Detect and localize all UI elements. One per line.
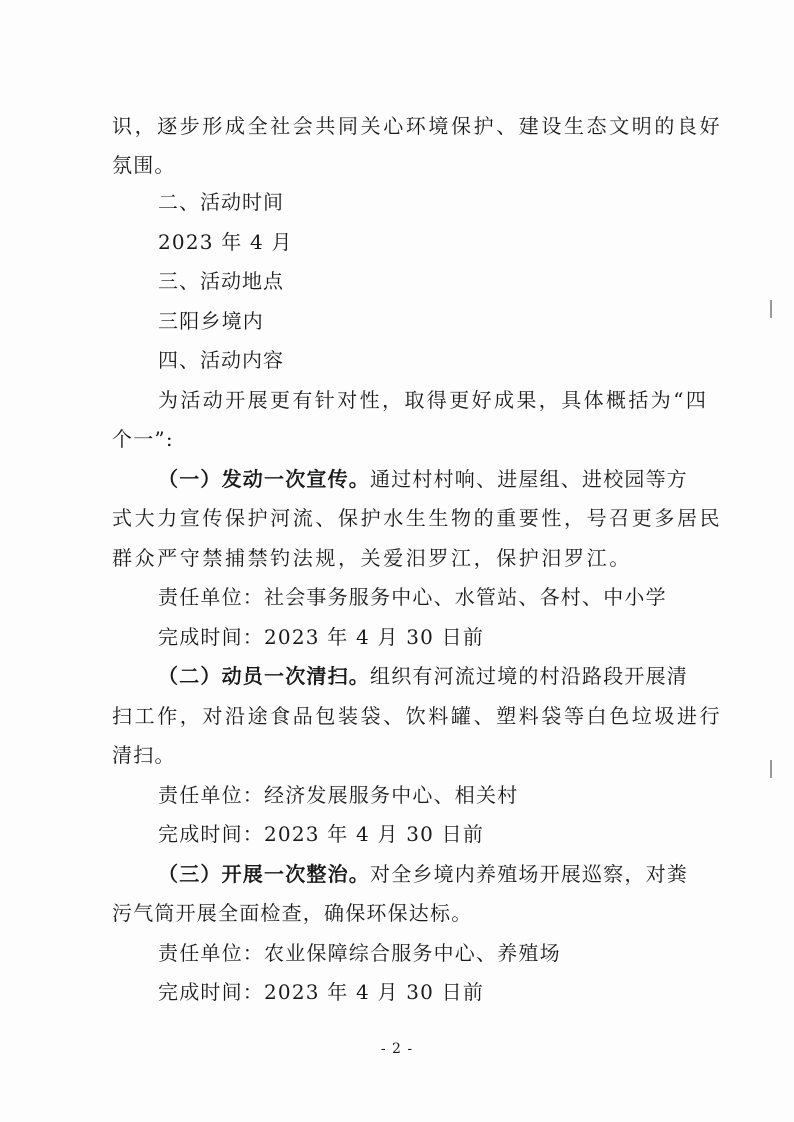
item-2-text: 组织有河流过境的村沿路段开展清 (370, 664, 688, 688)
scan-edge-mark (770, 300, 772, 318)
paragraph-line: 扫工作，对沿途食品包装袋、饮料罐、塑料袋等白色垃圾进行 (112, 704, 723, 728)
paragraph-line: 个一”: (112, 427, 174, 451)
activity-time: 2023 年 4 月 (158, 230, 293, 254)
paragraph-line: 群众严守禁捕禁钓法规，关爱汨罗江，保护汨罗江。 (112, 546, 632, 570)
item-3-title: （三）开展一次整治。 (158, 862, 370, 886)
section-heading-place: 三、活动地点 (158, 269, 284, 293)
item-3-text: 对全乡境内养殖场开展巡察，对粪 (370, 862, 688, 886)
item-3-deadline: 完成时间：2023 年 4 月 30 日前 (158, 980, 485, 1004)
item-1-deadline: 完成时间：2023 年 4 月 30 日前 (158, 625, 485, 649)
scan-edge-mark (770, 760, 772, 778)
paragraph-line: 氛围。 (112, 153, 176, 177)
item-1-line (158, 466, 688, 492)
page-number: - 2 - (380, 1041, 414, 1057)
item-1-title: （一）发动一次宣传。 (158, 467, 370, 491)
item-2-responsible: 责任单位：经济发展服务中心、相关村 (158, 783, 519, 807)
paragraph-line: 污气筒开展全面检查，确保环保达标。 (112, 901, 473, 925)
activity-place: 三阳乡境内 (158, 309, 264, 333)
paragraph-line: 识，逐步形成全社会共同关心环境保护、建设生态文明的良好 (112, 114, 723, 138)
paragraph-line: 清扫。 (112, 743, 176, 767)
item-1-responsible: 责任单位：社会事务服务中心、水管站、各村、中小学 (158, 585, 667, 609)
item-2-deadline: 完成时间：2023 年 4 月 30 日前 (158, 822, 485, 846)
paragraph-line: 为活动开展更有针对性，取得更好成果，具体概括为“四 (158, 388, 709, 412)
item-1-text: 通过村村响、进屋组、进校园等方 (370, 467, 688, 491)
section-heading-content: 四、活动内容 (158, 348, 284, 372)
paragraph-line: 式大力宣传保护河流、保护水生生物的重要性，号召更多居民 (112, 506, 723, 530)
item-3-responsible: 责任单位：农业保障综合服务中心、养殖场 (158, 941, 561, 965)
item-2-title: （二）动员一次清扫。 (158, 664, 370, 688)
item-3-line (158, 861, 688, 887)
section-heading-time: 二、活动时间 (158, 190, 284, 214)
item-2-line (158, 663, 688, 689)
